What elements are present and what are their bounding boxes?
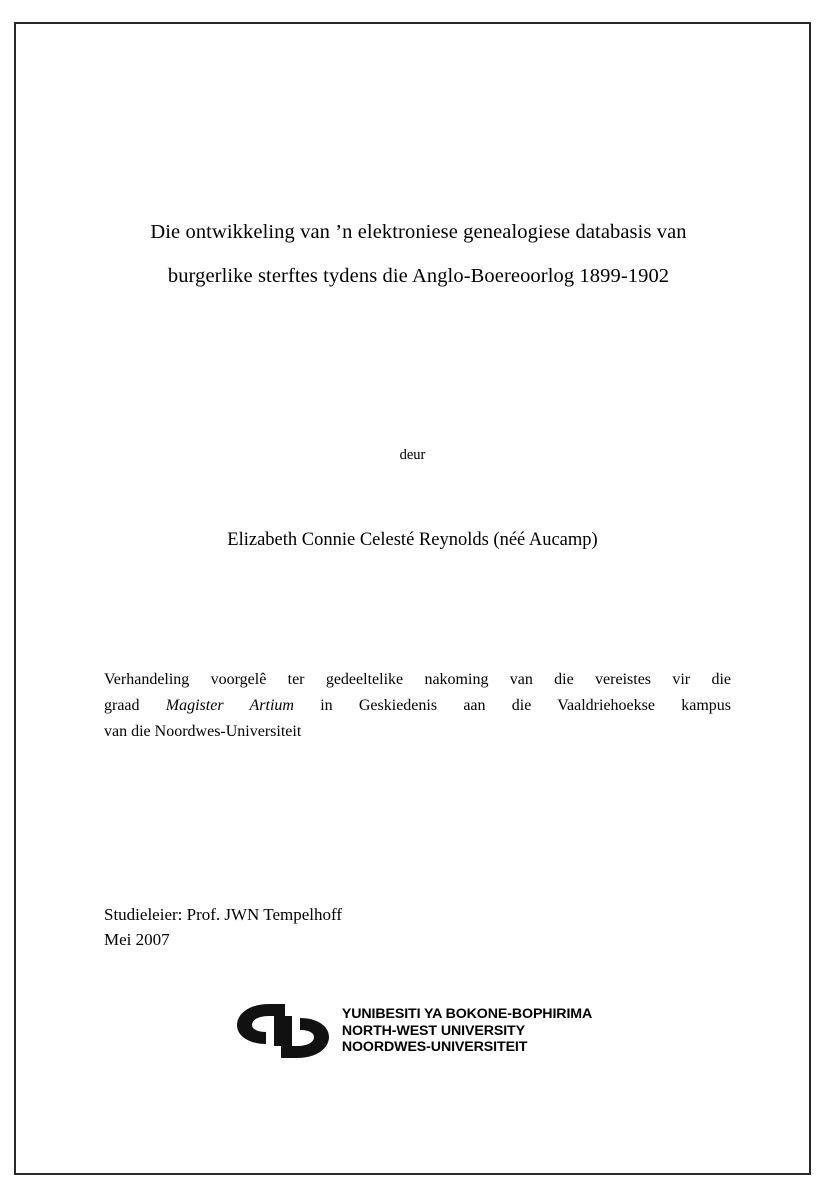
logo-text-line-1: YUNIBESITI YA BOKONE-BOPHIRIMA: [341, 1006, 593, 1023]
title-page-content: [14, 22, 811, 1175]
supervisor-name: Studieleier: Prof. JWN Tempelhoff: [104, 905, 343, 924]
degree-name: Magister Artium: [165, 697, 294, 714]
degree-statement-line-1: Verhandeling voorgelê ter gedeeltelike nakoming van die vereistes vir die: [104, 671, 731, 688]
degree-statement-line-2: [104, 693, 731, 719]
degree-statement: [104, 667, 731, 745]
supervisor-block: [104, 902, 342, 952]
title-line-2: burgerlike sterftes tydens die Anglo-Boereoorlog 1899-1902: [167, 265, 670, 287]
by-word: deur: [399, 447, 426, 463]
logo-group: [233, 1000, 592, 1062]
author-name: Elizabeth Connie Celesté Reynolds (néé Aucamp): [227, 530, 598, 550]
logo-text-block: [342, 1006, 592, 1056]
submission-date: Mei 2007: [104, 930, 170, 949]
page-title: [104, 210, 733, 298]
logo-text-line-2: NORTH-WEST UNIVERSITY: [341, 1022, 525, 1039]
degree-statement-line-2-post: in Geskiedenis aan die Vaaldriehoekse kampus: [293, 697, 731, 714]
nwu-logo-mark-icon: [233, 1000, 333, 1062]
degree-statement-line-3: van die Noordwes-Universiteit: [104, 723, 302, 740]
title-line-1: Die ontwikkeling van ’n elektroniese genealogiese databasis van: [150, 221, 687, 243]
university-logo: [14, 1000, 811, 1062]
logo-text-line-3: NOORDWES-UNIVERSITEIT: [341, 1039, 528, 1056]
degree-statement-line-2-pre: graad: [104, 697, 166, 714]
